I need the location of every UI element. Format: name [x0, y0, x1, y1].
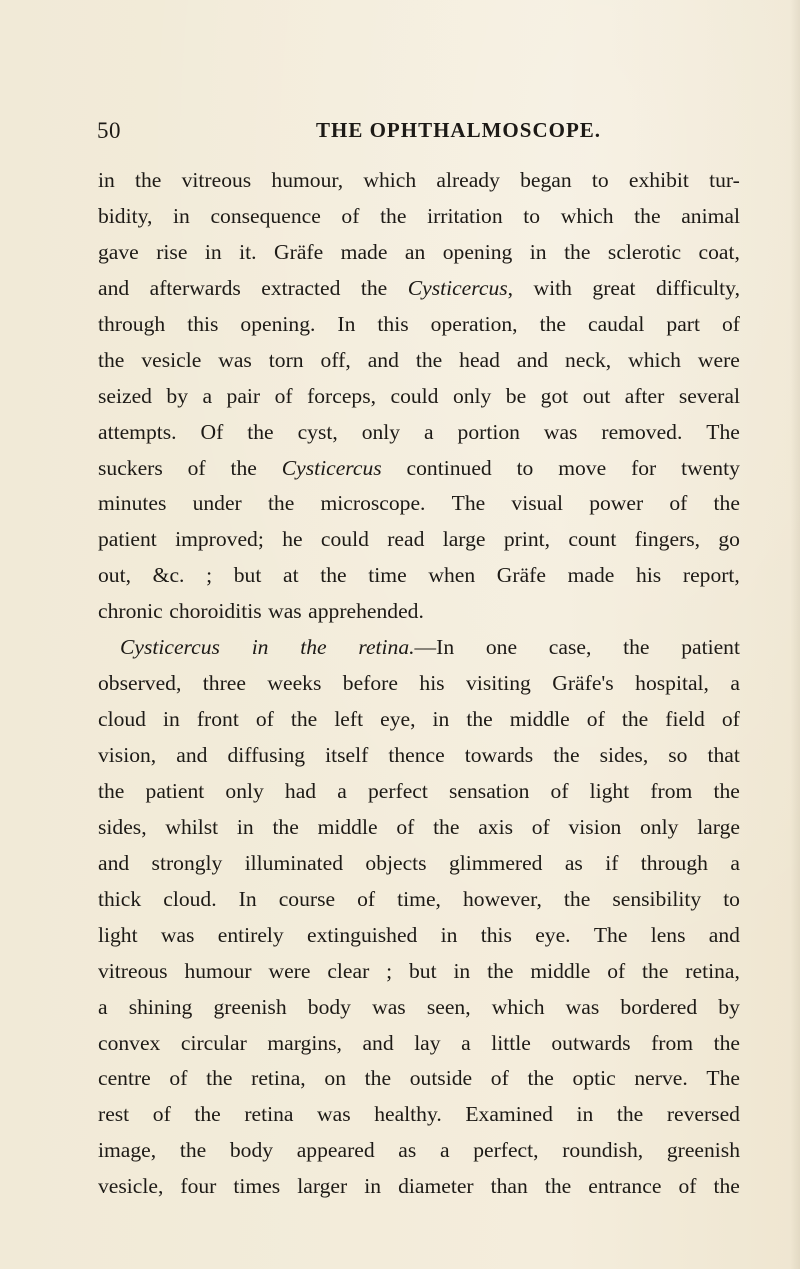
text-line: suckers of the Cysticercus continued to move for twenty — [98, 455, 740, 480]
text-line: chronic choroiditis was apprehended. — [98, 599, 424, 624]
text-line: cloud in front of the left eye, in the middle of the field of — [98, 707, 740, 732]
text-line: a shining greenish body was seen, which was bordered by — [98, 994, 740, 1019]
page-edge-shadow — [790, 0, 800, 1269]
text-line: attempts. Of the cyst, only a portion was removed. The — [98, 419, 740, 444]
text-line: seized by a pair of forceps, could only be got out after several — [98, 383, 740, 408]
text-line: convex circular margins, and lay a little outwards from the — [98, 1030, 740, 1055]
text-line: observed, three weeks before his visiting Gräfe's hospital, a — [98, 671, 740, 696]
text-line: bidity, in consequence of the irritation to which the animal — [98, 203, 740, 228]
text-line: minutes under the microscope. The visual power of the — [98, 491, 740, 516]
text-line: patient improved; he could read large print, count fingers, go — [98, 527, 740, 552]
text-line: Cysticercus in the retina.—In one case, the patient — [120, 635, 740, 660]
text-line: light was entirely extinguished in this eye. The lens and — [98, 922, 740, 947]
text-line: vitreous humour were clear ; but in the middle of the retina, — [98, 958, 740, 983]
text-line: through this opening. In this operation, the caudal part of — [98, 311, 740, 336]
page-header — [97, 118, 737, 148]
running-head: THE OPHTHALMOSCOPE. — [316, 118, 602, 142]
text-line: out, &c. ; but at the time when Gräfe made his report, — [98, 563, 740, 588]
text-line: centre of the retina, on the outside of the optic nerve. The — [98, 1066, 740, 1091]
text-line: and afterwards extracted the Cysticercus, with great difficulty, — [98, 275, 740, 300]
text-line: vesicle, four times larger in diameter than the entrance of the — [98, 1174, 740, 1199]
text-line: thick cloud. In course of time, however, the sensibility to — [98, 886, 740, 911]
text-line: gave rise in it. Gräfe made an opening in the sclerotic coat, — [98, 239, 740, 264]
page-number: 50 — [97, 118, 121, 143]
text-line: rest of the retina was healthy. Examined in the reversed — [98, 1102, 740, 1127]
text-line: image, the body appeared as a perfect, roundish, greenish — [98, 1138, 740, 1163]
body-text — [98, 163, 740, 1205]
text-line: the vesicle was torn off, and the head and neck, which were — [98, 347, 740, 372]
text-line: sides, whilst in the middle of the axis of vision only large — [98, 814, 740, 839]
text-line: the patient only had a perfect sensation of light from the — [98, 778, 740, 803]
text-line: vision, and diffusing itself thence towards the sides, so that — [98, 743, 740, 767]
text-line: in the vitreous humour, which already began to exhibit tur- — [98, 168, 740, 192]
text-line: and strongly illuminated objects glimmered as if through a — [98, 850, 740, 875]
